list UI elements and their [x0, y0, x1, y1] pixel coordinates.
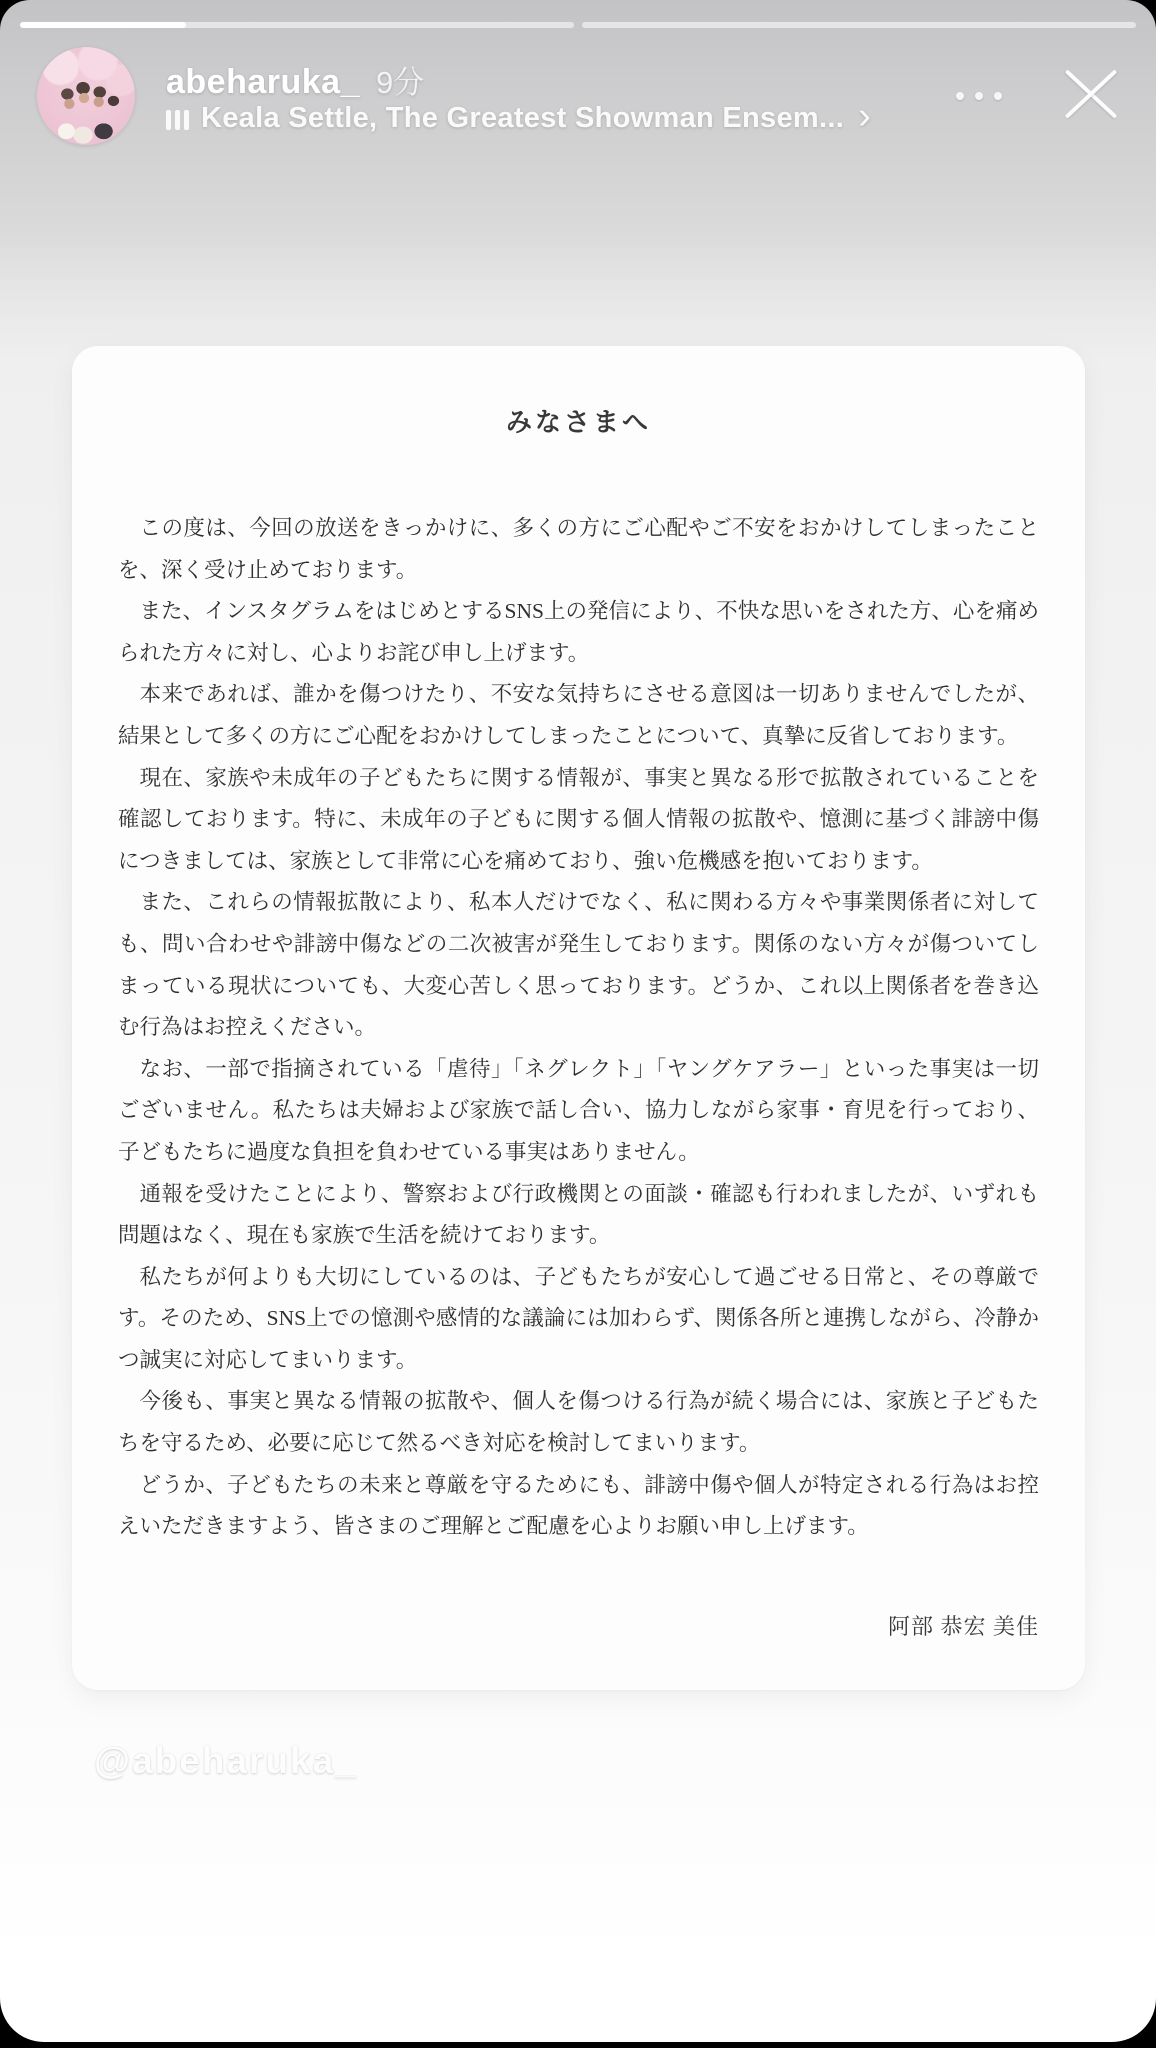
dot-icon — [975, 92, 983, 100]
dot-icon — [956, 92, 964, 100]
music-equalizer-icon — [166, 106, 189, 132]
letter-paragraph: 本来であれば、誰かを傷つけたり、不安な気持ちにさせる意図は一切ありませんでしたが、結果として多くの方にご心配をおかけしてしまったことについて、真摯に反省しております。 — [118, 682, 1039, 748]
letter-paragraph: この度は、今回の放送をきっかけに、多くの方にご心配やご不安をおかけしてしまったことを、深く受け止めております。 — [118, 516, 1039, 582]
letter-paragraph: 今後も、事実と異なる情報の拡散や、個人を傷つける行為が続く場合には、家族と子どもたちを守るため、必要に応じて然るべき対応を検討してまいります。 — [118, 1389, 1039, 1456]
letter-paragraph: 通報を受けたことにより、警察および行政機関との面談・確認も行われましたが、いずれも問題はなく、現在も家族で生活を続けております。 — [118, 1181, 1039, 1248]
progress-fill — [20, 22, 186, 28]
mention-sticker[interactable]: @abeharuka_ — [94, 1740, 358, 1781]
chevron-right-icon: › — [858, 94, 871, 137]
dot-icon — [994, 92, 1002, 100]
username[interactable]: abeharuka_ — [166, 63, 360, 101]
letter-paragraph: どうか、子どもたちの未来と尊厳を守るためにも、誹謗中傷や個人が特定される行為はお控えいただきますよう、皆さまのご理解とご配慮を心よりお願い申し上げます。 — [118, 1472, 1039, 1539]
letter-paragraph: 私たちが何よりも大切にしているのは、子どもたちが安心して過ごせる日常と、その尊厳です。そのため、SNS上での憶測や感情的な議論には加わらず、関係各所と連携しながら、冷静かつ誠実に対応してまいります。 — [118, 1264, 1039, 1372]
letter-content — [72, 402, 1085, 1641]
letter-title: みなさまへ — [505, 408, 651, 437]
avatar[interactable] — [37, 47, 135, 145]
letter-paragraph: また、これらの情報拡散により、私本人だけでなく、私に関わる方々や事業関係者に対しても、問い合わせや誹謗中傷などの二次被害が発生しております。関係のない方々が傷ついてしまっている現状についても、大変心苦しく思っております。どうか、これ以上関係者を巻き込む行為はお控えください。 — [118, 890, 1039, 1040]
music-attribution[interactable] — [166, 94, 871, 137]
letter-paragraph: また、インスタグラムをはじめとするSNS上の発信により、不快な思いをされた方、心を痛められた方々に対し、心よりお詫び申し上げます。 — [118, 599, 1039, 665]
story-user-line — [166, 57, 424, 102]
letter-paragraph: 現在、家族や未成年の子どもたちに関する情報が、事実と異なる形で拡散されていることを確認しております。特に、未成年の子どもに関する個人情報の拡散や、憶測に基づく誹謗中傷につきましては、家族として非常に心を痛めており、強い危機感を抱いております。 — [118, 765, 1039, 873]
letter-card — [72, 346, 1085, 1690]
posted-time: 9分 — [376, 65, 425, 100]
music-track-label: Keala Settle, The Greatest Showman Ensem... — [201, 102, 845, 134]
progress-segment-next — [582, 22, 1136, 28]
letter-body — [118, 508, 1039, 1548]
close-button[interactable] — [1060, 64, 1122, 124]
letter-paragraph: なお、一部で指摘されている「虐待」「ネグレクト」「ヤングケアラー」といった事実は一切ございません。私たちは夫婦および家族で話し合い、協力しながら家事・育児を行っており、子どもたちに過度な負担を負わせている事実はありません。 — [118, 1056, 1039, 1164]
progress-segment-current — [20, 22, 574, 28]
story-progress-bar — [20, 22, 1136, 28]
letter-signature: 阿部 恭宏 美佳 — [887, 1613, 1039, 1639]
more-options-button[interactable] — [956, 92, 1002, 100]
